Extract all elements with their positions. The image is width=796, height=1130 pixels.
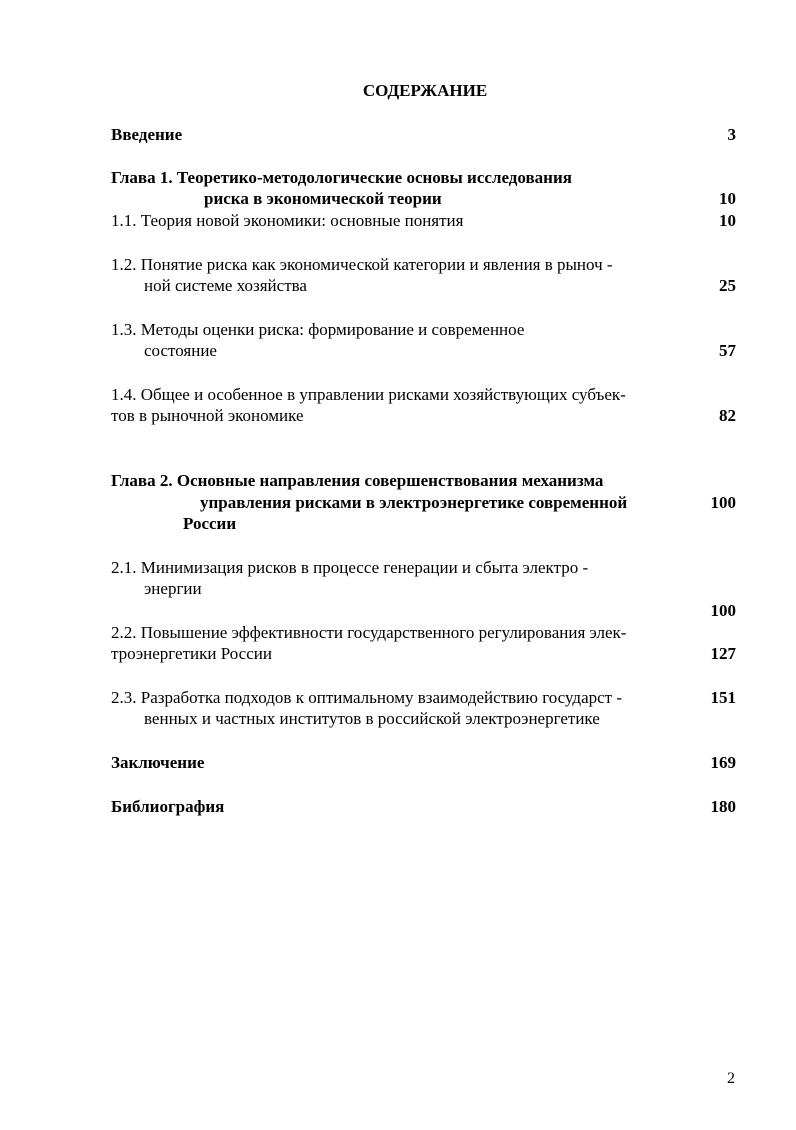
toc-page-1-1: 10 [719, 211, 736, 230]
toc-chapter2-line2: управления рисками в электроэнергетике современной [200, 493, 628, 512]
toc-entry-conclusion: Заключение [111, 753, 205, 772]
toc-entry-1-2-line2: ной системе хозяйства [144, 276, 307, 295]
toc-entry-2-2-line2: троэнергетики России [111, 644, 272, 663]
toc-entry-2-3-line1: 2.3. Разработка подходов к оптимальному взаимодействию государст - [111, 688, 622, 707]
toc-entry-2-1-line2: энергии [144, 579, 202, 598]
toc-chapter1-line1: Глава 1. Теоретико-методологические основы исследования [111, 168, 572, 187]
toc-chapter2-line3: России [183, 514, 237, 533]
toc-chapter2-line1: Глава 2. Основные направления совершенствования механизма [111, 471, 604, 490]
toc-entry-1-2-line1: 1.2. Понятие риска как экономической категории и явления в рыноч - [111, 255, 613, 274]
toc-page-1-2: 25 [719, 276, 736, 295]
toc-page-2-2: 127 [710, 644, 736, 663]
toc-entry-1-3-line2: состояние [144, 341, 217, 360]
toc-page-1-4: 82 [719, 406, 736, 425]
toc-chapter1-line2: риска в экономической теории [204, 189, 442, 208]
toc-entry-2-1-line1: 2.1. Минимизация рисков в процессе генерации и сбыта электро - [111, 558, 589, 577]
toc-entry-1-4-line1: 1.4. Общее и особенное в управлении рисками хозяйствующих субъек- [111, 385, 626, 404]
toc-page-2-1: 100 [710, 601, 736, 620]
page-number: 2 [727, 1070, 735, 1087]
toc-page-chapter1: 10 [719, 189, 736, 208]
toc-page-conclusion: 169 [710, 753, 736, 772]
toc-page-1-3: 57 [719, 341, 736, 360]
toc-entry-1-1: 1.1. Теория новой экономики: основные понятия [111, 211, 464, 230]
toc-page-chapter2: 100 [710, 493, 736, 512]
page-title: СОДЕРЖАНИЕ [362, 81, 488, 100]
toc-entry-bibliography: Библиография [111, 797, 225, 816]
toc-entry-2-3-line2: венных и частных институтов в российской электроэнергетике [144, 709, 600, 728]
toc-page-2-3: 151 [710, 688, 736, 707]
toc-entry-intro: Введение [111, 125, 183, 144]
toc-page-bibliography: 180 [710, 797, 736, 816]
toc-entry-1-4-line2: тов в рыночной экономике [111, 406, 304, 425]
toc-entry-1-3-line1: 1.3. Методы оценки риска: формирование и современное [111, 320, 525, 339]
toc-entry-2-2-line1: 2.2. Повышение эффективности государственного регулирования элек- [111, 623, 627, 642]
toc-page-intro: 3 [727, 125, 736, 144]
